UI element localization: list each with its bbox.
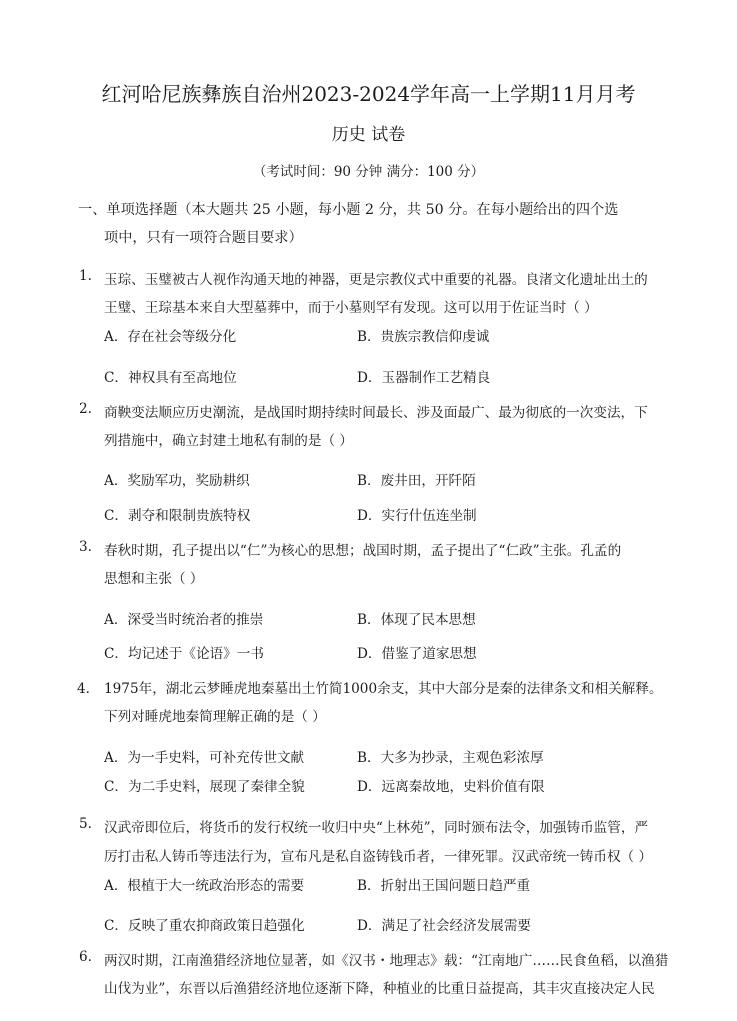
question-5-stem: 厉打击私人铸币等违法行为，宣布凡是私自盗铸钱币者，一律死罪。汉武帝统一铸币权（ ） (104, 849, 653, 865)
question-4-stem: 下列对睡虎地秦简理解正确的是（ ） (104, 709, 326, 725)
question-5-option-a[interactable]: A．根植于大一统政治形态的需要 (104, 878, 305, 894)
section-heading-cont: 项中，只有一项符合题目要求） (104, 230, 303, 246)
question-2-option-a[interactable]: A．奖励军功，奖励耕织 (104, 473, 250, 489)
exam-subtitle: 历史 试卷 (331, 125, 406, 145)
question-1-option-a[interactable]: A．存在社会等级分化 (104, 329, 237, 345)
question-6-stem: 山伐为业”，东晋以后渔猎经济地位逐渐下降，种植业的比重日益提高，其丰灾直接决定人民 (104, 981, 655, 997)
question-3-stem: 思想和主张（ ） (104, 571, 204, 587)
question-5-number: 5. (79, 816, 92, 832)
question-2-number: 2. (79, 401, 92, 417)
section-heading: 一、单项选择题（本大题共 25 小题，每小题 2 分，共 50 分。在每小题给出的四个选 (78, 202, 619, 218)
question-2-stem: 列措施中，确立封建土地私有制的是（ ） (104, 433, 354, 449)
question-1-option-c[interactable]: C．神权具有至高地位 (104, 370, 237, 386)
question-3-option-b[interactable]: B．体现了民本思想 (357, 612, 476, 628)
question-1-option-d[interactable]: D．玉器制作工艺精良 (357, 370, 491, 386)
question-3-number: 3. (79, 539, 92, 555)
question-4-option-b[interactable]: B．大多为抄录，主观色彩浓厚 (357, 750, 544, 766)
question-4-option-c[interactable]: C．为二手史料，展现了秦律全貌 (104, 779, 305, 795)
question-2-stem: 商鞅变法顺应历史潮流，是战国时期持续时间最长、涉及面最广、最为彻底的一次变法，下 (104, 405, 648, 421)
question-1-stem: 玉琮、玉璧被古人视作沟通天地的神器，更是宗教仪式中重要的礼器。良渚文化遗址出土的 (104, 272, 648, 288)
question-4-number: 4． (77, 681, 100, 697)
question-4-option-d[interactable]: D．远离秦故地，史料价值有限 (357, 779, 545, 795)
question-2-option-c[interactable]: C．剥夺和限制贵族特权 (104, 508, 251, 524)
question-1-number: 1. (79, 268, 92, 284)
question-3-option-a[interactable]: A．深受当时统治者的推崇 (104, 612, 264, 628)
question-5-option-b[interactable]: B．折射出王国问题日趋严重 (357, 878, 531, 894)
question-3-option-c[interactable]: C．均记述于《论语》一书 (104, 646, 264, 662)
question-2-option-d[interactable]: D．实行什伍连坐制 (357, 508, 477, 524)
question-6-stem: 两汉时期，江南渔猎经济地位显著，如《汉书・地理志》载：“江南地广……民食鱼稻，以渔猎 (104, 953, 669, 969)
question-4-option-a[interactable]: A．为一手史料，可补充传世文献 (104, 750, 305, 766)
exam-info: （考试时间：90 分钟 满分：100 分） (252, 164, 485, 180)
question-6-number: 6. (79, 949, 92, 965)
question-4-stem: 1975年，湖北云梦睡虎地秦墓出土竹简1000余支，其中大部分是秦的法律条文和相关解释。 (104, 681, 663, 697)
exam-title: 红河哈尼族彝族自治州2023-2024学年高一上学期11月月考 (101, 82, 636, 106)
question-2-option-b[interactable]: B．废井田，开阡陌 (357, 473, 476, 489)
question-1-option-b[interactable]: B．贵族宗教信仰虔诚 (357, 329, 490, 345)
question-5-option-c[interactable]: C．反映了重农抑商政策日趋强化 (104, 918, 305, 934)
question-3-option-d[interactable]: D．借鉴了道家思想 (357, 646, 477, 662)
question-1-stem: 王璧、王琮基本来自大型墓葬中，而于小墓则罕有发现。这可以用于佐证当时（ ） (104, 300, 598, 316)
question-3-stem: 春秋时期，孔子提出以“仁”为核心的思想；战国时期，孟子提出了“仁政”主张。孔孟的 (104, 543, 622, 559)
question-5-option-d[interactable]: D．满足了社会经济发展需要 (357, 918, 532, 934)
question-5-stem: 汉武帝即位后，将货币的发行权统一收归中央“上林苑”，同时颁布法令，加强铸币监管，严 (104, 820, 649, 836)
